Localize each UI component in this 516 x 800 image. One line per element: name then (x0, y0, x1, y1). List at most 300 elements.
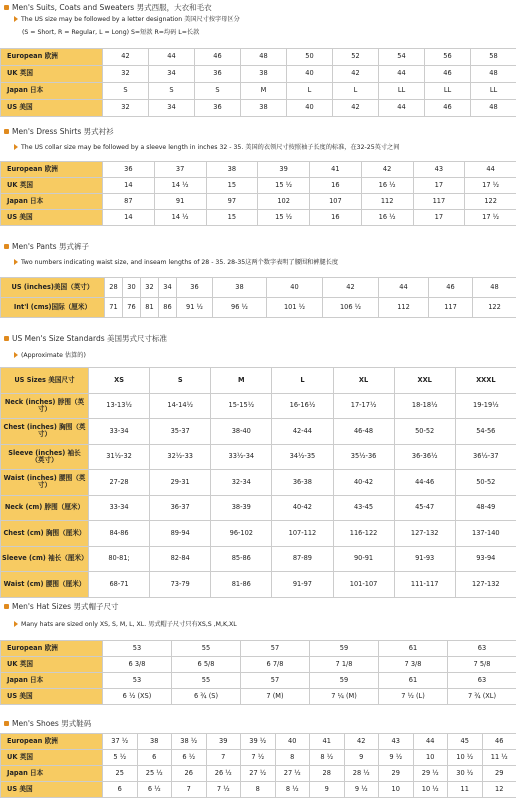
hats-size-table (0, 640, 516, 705)
table-cell: 26 ½ (206, 766, 241, 782)
table-cell: 46 (482, 734, 516, 750)
pants-note-text: Two numbers indicating waist size, and inseam lengths of 28 - 35. 28-35这两个数字表明了腰围和裤腿长度 (21, 259, 339, 266)
table-cell: 14-14½ (150, 393, 211, 419)
table-cell: 36½-37 (455, 444, 516, 470)
table-cell: 84-86 (89, 521, 150, 547)
table-cell: 39 ½ (241, 734, 276, 750)
suits-size-table (0, 48, 516, 117)
table-cell: 122 (465, 194, 516, 210)
table-cell: 38 (206, 162, 258, 178)
hats-title-text: Men's Hat Sizes 男式帽子尺寸 (12, 602, 119, 611)
table-row (1, 278, 516, 298)
table-row (1, 298, 516, 318)
table-cell: 42 (361, 162, 413, 178)
table-row (1, 766, 516, 782)
table-cell: 42 (333, 100, 379, 117)
table-cell: 107 (310, 194, 362, 210)
table-cell: S (103, 83, 149, 100)
table-cell: 9 ½ (379, 750, 414, 766)
table-cell: S (195, 83, 241, 100)
table-cell: 34 (149, 66, 195, 83)
table-cell: 35½-36 (333, 444, 394, 470)
table-cell: 42 (323, 278, 379, 298)
table-cell: 15 ½ (258, 210, 310, 226)
table-cell: S (150, 368, 211, 394)
table-cell: 14 (103, 178, 155, 194)
table-cell: 40-42 (333, 470, 394, 496)
table-cell: 36-36½ (394, 444, 455, 470)
table-row (1, 495, 516, 521)
table-cell: 91 ½ (177, 298, 213, 318)
table-row (1, 66, 516, 83)
pants-size-table (0, 277, 516, 318)
arrow-icon (14, 621, 18, 627)
table-cell: 25 ½ (137, 766, 172, 782)
table-cell: XXXL (455, 368, 516, 394)
shirts-note (14, 142, 399, 151)
table-cell: 93-94 (455, 546, 516, 572)
table-cell: 34 (149, 100, 195, 117)
standards-title-text: US Men's Size Standards 美国男式尺寸标准 (12, 334, 168, 343)
shoes-section-title (4, 718, 91, 729)
table-cell: 46 (429, 278, 473, 298)
table-cell: 25 (103, 766, 138, 782)
table-cell: 15 (206, 210, 258, 226)
table-cell: 96-102 (211, 521, 272, 547)
table-cell: 26 (172, 766, 207, 782)
table-cell: 107-112 (272, 521, 333, 547)
table-cell: 41 (310, 162, 362, 178)
table-cell: 43-45 (333, 495, 394, 521)
table-cell: 10 ½ (448, 750, 483, 766)
table-cell: 42-44 (272, 419, 333, 445)
table-cell: XS (89, 368, 150, 394)
table-cell: 117 (413, 194, 465, 210)
table-cell: 61 (379, 641, 448, 657)
row-label: Neck (inches) 脖围（英寸） (1, 393, 89, 419)
table-cell: 127-132 (455, 572, 516, 598)
table-row (1, 210, 516, 226)
table-cell: 42 (103, 49, 149, 66)
table-cell: 91-97 (272, 572, 333, 598)
bullet-icon (4, 129, 9, 134)
table-cell: 34½-35 (272, 444, 333, 470)
table-row (1, 641, 516, 657)
table-cell: 28 ½ (344, 766, 379, 782)
table-cell: 29 ½ (413, 766, 448, 782)
table-row (1, 393, 516, 419)
table-cell: 6 (137, 750, 172, 766)
table-cell: 32½-33 (150, 444, 211, 470)
table-cell: 19-19½ (455, 393, 516, 419)
table-cell: 86 (159, 298, 177, 318)
table-cell: 87-89 (272, 546, 333, 572)
table-cell: 112 (379, 298, 429, 318)
table-cell: 36-38 (272, 470, 333, 496)
table-cell: 82-84 (150, 546, 211, 572)
table-cell: M (241, 83, 287, 100)
row-label: Waist (inches) 腰围（英寸） (1, 470, 89, 496)
standards-size-table (0, 367, 516, 598)
table-cell: 55 (172, 641, 241, 657)
table-cell: 17 ½ (465, 210, 516, 226)
bullet-icon (4, 5, 9, 10)
table-cell: 16 ½ (361, 210, 413, 226)
row-label: Neck (cm) 脖围（厘米） (1, 495, 89, 521)
table-cell: 16 (310, 178, 362, 194)
table-cell: 41 (310, 734, 345, 750)
table-cell: 116-122 (333, 521, 394, 547)
row-label: Japan 日本 (1, 83, 103, 100)
table-cell: 27 ½ (241, 766, 276, 782)
table-cell: 33½-34 (211, 444, 272, 470)
table-cell: 44 (413, 734, 448, 750)
table-cell: 53 (103, 673, 172, 689)
table-cell: 27 ½ (275, 766, 310, 782)
table-cell: 7 3/8 (379, 657, 448, 673)
row-label: Waist (cm) 腰围（厘米） (1, 572, 89, 598)
row-label: Japan 日本 (1, 194, 103, 210)
table-row (1, 100, 516, 117)
table-cell: 37 (154, 162, 206, 178)
shirts-title-text: Men's Dress Shirts 男式衬衫 (12, 127, 114, 136)
table-cell: 6 7/8 (241, 657, 310, 673)
table-cell: 36 (195, 100, 241, 117)
suits-section-title (4, 2, 212, 13)
bullet-icon (4, 336, 9, 341)
table-cell: 96 ½ (213, 298, 267, 318)
table-row (1, 444, 516, 470)
table-cell: 89-94 (150, 521, 211, 547)
table-cell: 6 5/8 (172, 657, 241, 673)
table-cell: 17 (413, 178, 465, 194)
suits-note-2 (22, 27, 199, 36)
table-cell: 137-140 (455, 521, 516, 547)
row-label: US 美国 (1, 100, 103, 117)
table-cell: 44 (379, 100, 425, 117)
table-cell: 8 (241, 782, 276, 798)
table-cell: 29 (379, 766, 414, 782)
row-label: European 欧洲 (1, 641, 103, 657)
table-cell: 29 (482, 766, 516, 782)
row-label: Chest (inches) 胸围（英寸） (1, 419, 89, 445)
table-cell: 7 5/8 (448, 657, 516, 673)
table-cell: 54-56 (455, 419, 516, 445)
table-row (1, 750, 516, 766)
table-cell: 52 (333, 49, 379, 66)
row-label: Sleeve (inches) 袖长（英寸） (1, 444, 89, 470)
table-cell: 13-13½ (89, 393, 150, 419)
table-cell: 33-34 (89, 495, 150, 521)
table-cell: 10 (413, 750, 448, 766)
table-cell: 36 (103, 162, 155, 178)
row-label: US Sizes 美国尺寸 (1, 368, 89, 394)
table-cell: 7 ¼ (M) (310, 689, 379, 705)
table-row (1, 194, 516, 210)
table-cell: 15-15½ (211, 393, 272, 419)
table-cell: 91 (154, 194, 206, 210)
table-cell: 44 (149, 49, 195, 66)
table-cell: 38-40 (211, 419, 272, 445)
table-cell: 7 1/8 (310, 657, 379, 673)
table-cell: 32 (141, 278, 159, 298)
bullet-icon (4, 721, 9, 726)
table-cell: 40 (275, 734, 310, 750)
table-cell: 59 (310, 641, 379, 657)
row-label: Japan 日本 (1, 673, 103, 689)
table-cell: 57 (241, 673, 310, 689)
table-cell: 122 (473, 298, 516, 318)
table-cell: M (211, 368, 272, 394)
table-cell: 15 ½ (258, 178, 310, 194)
row-label: Chest (cm) 胸围（厘米） (1, 521, 89, 547)
table-cell: 46 (195, 49, 241, 66)
table-cell: 9 ½ (344, 782, 379, 798)
table-cell: 6 ¾ (S) (172, 689, 241, 705)
shirts-section-title (4, 126, 114, 137)
table-cell: 40 (267, 278, 323, 298)
table-row (1, 162, 516, 178)
table-cell: 46 (425, 66, 471, 83)
table-cell: 7 (M) (241, 689, 310, 705)
table-row (1, 521, 516, 547)
table-cell: 53 (103, 641, 172, 657)
bullet-icon (4, 604, 9, 609)
table-cell: S (149, 83, 195, 100)
table-cell: 32-34 (211, 470, 272, 496)
table-cell: L (287, 83, 333, 100)
table-row (1, 178, 516, 194)
table-cell: 16 ½ (361, 178, 413, 194)
table-cell: 85-86 (211, 546, 272, 572)
table-cell: XL (333, 368, 394, 394)
table-cell: 106 ½ (323, 298, 379, 318)
suits-note-1-text: The US size may be followed by a letter designation 美国尺寸按字母区分 (21, 16, 240, 23)
table-cell: 7 ½ (241, 750, 276, 766)
standards-note-text: (Approximate 估算的) (21, 352, 86, 359)
table-cell: 7 ½ (206, 782, 241, 798)
table-cell: 28 (310, 766, 345, 782)
table-cell: 10 (379, 782, 414, 798)
table-cell: 8 ½ (275, 782, 310, 798)
table-cell: 42 (344, 734, 379, 750)
shoes-title-text: Men's Shoes 男式鞋码 (12, 719, 92, 728)
shirts-size-table (0, 161, 516, 226)
table-cell: 14 (103, 210, 155, 226)
table-cell: 101-107 (333, 572, 394, 598)
table-row (1, 49, 516, 66)
table-cell: 32 (103, 100, 149, 117)
table-cell: LL (425, 83, 471, 100)
table-cell: 8 (275, 750, 310, 766)
table-cell: 7 ½ (L) (379, 689, 448, 705)
table-row (1, 657, 516, 673)
table-cell: 6 3/8 (103, 657, 172, 673)
table-cell: 15 (206, 178, 258, 194)
table-cell: 63 (448, 641, 516, 657)
table-cell: L (333, 83, 379, 100)
table-cell: 7 ¾ (XL) (448, 689, 516, 705)
table-cell: 9 (310, 782, 345, 798)
table-cell: 8 ½ (310, 750, 345, 766)
row-label: US (inches)美国（英寸） (1, 278, 105, 298)
table-cell: 63 (448, 673, 516, 689)
table-cell: 16 (310, 210, 362, 226)
table-cell: 27-28 (89, 470, 150, 496)
suits-note-1 (14, 14, 240, 23)
table-cell: 30 ½ (448, 766, 483, 782)
table-cell: 43 (379, 734, 414, 750)
table-cell: 127-132 (394, 521, 455, 547)
arrow-icon (14, 16, 18, 22)
table-row (1, 83, 516, 100)
table-cell: 38 (241, 66, 287, 83)
table-cell: 40 (287, 100, 333, 117)
pants-note (14, 257, 338, 266)
pants-section-title (4, 241, 89, 252)
table-row (1, 689, 516, 705)
table-cell: 40-42 (272, 495, 333, 521)
table-cell: 12 (482, 782, 516, 798)
table-cell: 48 (241, 49, 287, 66)
row-label: UK 英国 (1, 750, 103, 766)
row-label: European 欧洲 (1, 162, 103, 178)
table-cell: 81-86 (211, 572, 272, 598)
table-cell: 35-37 (150, 419, 211, 445)
table-cell: 38 (137, 734, 172, 750)
table-cell: 6 ½ (137, 782, 172, 798)
table-cell: 57 (241, 641, 310, 657)
table-cell: 36-37 (150, 495, 211, 521)
table-cell: 111-117 (394, 572, 455, 598)
table-cell: 61 (379, 673, 448, 689)
table-cell: 31½-32 (89, 444, 150, 470)
table-cell: 34 (159, 278, 177, 298)
table-cell: 58 (471, 49, 516, 66)
table-cell: 44-46 (394, 470, 455, 496)
row-label: UK 英国 (1, 657, 103, 673)
table-cell: 6 ½ (XS) (103, 689, 172, 705)
table-cell: 44 (379, 278, 429, 298)
table-cell: 17 (413, 210, 465, 226)
table-cell: 81 (141, 298, 159, 318)
table-cell: 7 (172, 782, 207, 798)
table-cell: 50-52 (455, 470, 516, 496)
table-cell: 97 (206, 194, 258, 210)
table-row (1, 673, 516, 689)
table-cell: 5 ½ (103, 750, 138, 766)
arrow-icon (14, 259, 18, 265)
table-cell: 6 (103, 782, 138, 798)
shirts-note-text: The US collar size may be followed by a sleeve length in inches 32 - 35. 美国的衣领尺寸按照袖子长度的标准，在32-25英寸之间 (21, 144, 400, 151)
hats-note-text: Many hats are sized only XS, S, M, L, XL. 男式帽子尺寸只有XS,S ,M,K,XL (21, 621, 237, 628)
table-cell: 45 (448, 734, 483, 750)
table-row (1, 782, 516, 798)
shoes-size-table (0, 733, 516, 798)
table-cell: 40 (287, 66, 333, 83)
row-label: Int'l (cms)国际（厘米） (1, 298, 105, 318)
table-cell: 91-93 (394, 546, 455, 572)
table-cell: 38-39 (211, 495, 272, 521)
table-cell: XXL (394, 368, 455, 394)
standards-note (14, 350, 86, 359)
table-cell: 38 ½ (172, 734, 207, 750)
table-cell: 48 (471, 100, 516, 117)
table-row (1, 470, 516, 496)
table-cell: 28 (105, 278, 123, 298)
row-label: US 美国 (1, 210, 103, 226)
table-cell: 48 (471, 66, 516, 83)
table-cell: 46 (425, 100, 471, 117)
table-cell: 44 (379, 66, 425, 83)
row-label: US 美国 (1, 689, 103, 705)
table-cell: 48-49 (455, 495, 516, 521)
table-cell: 56 (425, 49, 471, 66)
pants-title-text: Men's Pants 男式裤子 (12, 242, 89, 251)
table-cell: 42 (333, 66, 379, 83)
table-cell: 33-34 (89, 419, 150, 445)
table-cell: 39 (258, 162, 310, 178)
table-cell: 117 (429, 298, 473, 318)
standards-section-title (4, 333, 167, 344)
bullet-icon (4, 244, 9, 249)
table-cell: 17 ½ (465, 178, 516, 194)
table-cell: 101 ½ (267, 298, 323, 318)
table-cell: 68-71 (89, 572, 150, 598)
table-cell: 9 (344, 750, 379, 766)
table-cell: 46-48 (333, 419, 394, 445)
table-cell: 32 (103, 66, 149, 83)
table-cell: 87 (103, 194, 155, 210)
table-cell: LL (379, 83, 425, 100)
table-row (1, 734, 516, 750)
row-label: US 美国 (1, 782, 103, 798)
table-cell: 36 (195, 66, 241, 83)
table-cell: 43 (413, 162, 465, 178)
arrow-icon (14, 144, 18, 150)
hats-section-title (4, 601, 118, 612)
table-cell: 14 ½ (154, 210, 206, 226)
table-cell: 14 ½ (154, 178, 206, 194)
table-cell: 55 (172, 673, 241, 689)
row-label: UK 英国 (1, 66, 103, 83)
table-cell: 54 (379, 49, 425, 66)
table-cell: 10 ½ (413, 782, 448, 798)
table-cell: 48 (473, 278, 516, 298)
table-cell: L (272, 368, 333, 394)
table-cell: 39 (206, 734, 241, 750)
arrow-icon (14, 352, 18, 358)
table-cell: 59 (310, 673, 379, 689)
table-cell: 7 (206, 750, 241, 766)
table-cell: 37 ½ (103, 734, 138, 750)
row-label: European 欧洲 (1, 49, 103, 66)
hats-note (14, 619, 237, 628)
row-label: UK 英国 (1, 178, 103, 194)
table-cell: 38 (241, 100, 287, 117)
table-cell: 16-16½ (272, 393, 333, 419)
table-cell: 11 (448, 782, 483, 798)
table-row (1, 419, 516, 445)
table-cell: 11 ½ (482, 750, 516, 766)
row-label: European 欧洲 (1, 734, 103, 750)
table-row (1, 546, 516, 572)
table-cell: 6 ½ (172, 750, 207, 766)
row-label: Sleeve (cm) 袖长（厘米） (1, 546, 89, 572)
table-cell: 17-17½ (333, 393, 394, 419)
table-cell: 102 (258, 194, 310, 210)
table-cell: 44 (465, 162, 516, 178)
